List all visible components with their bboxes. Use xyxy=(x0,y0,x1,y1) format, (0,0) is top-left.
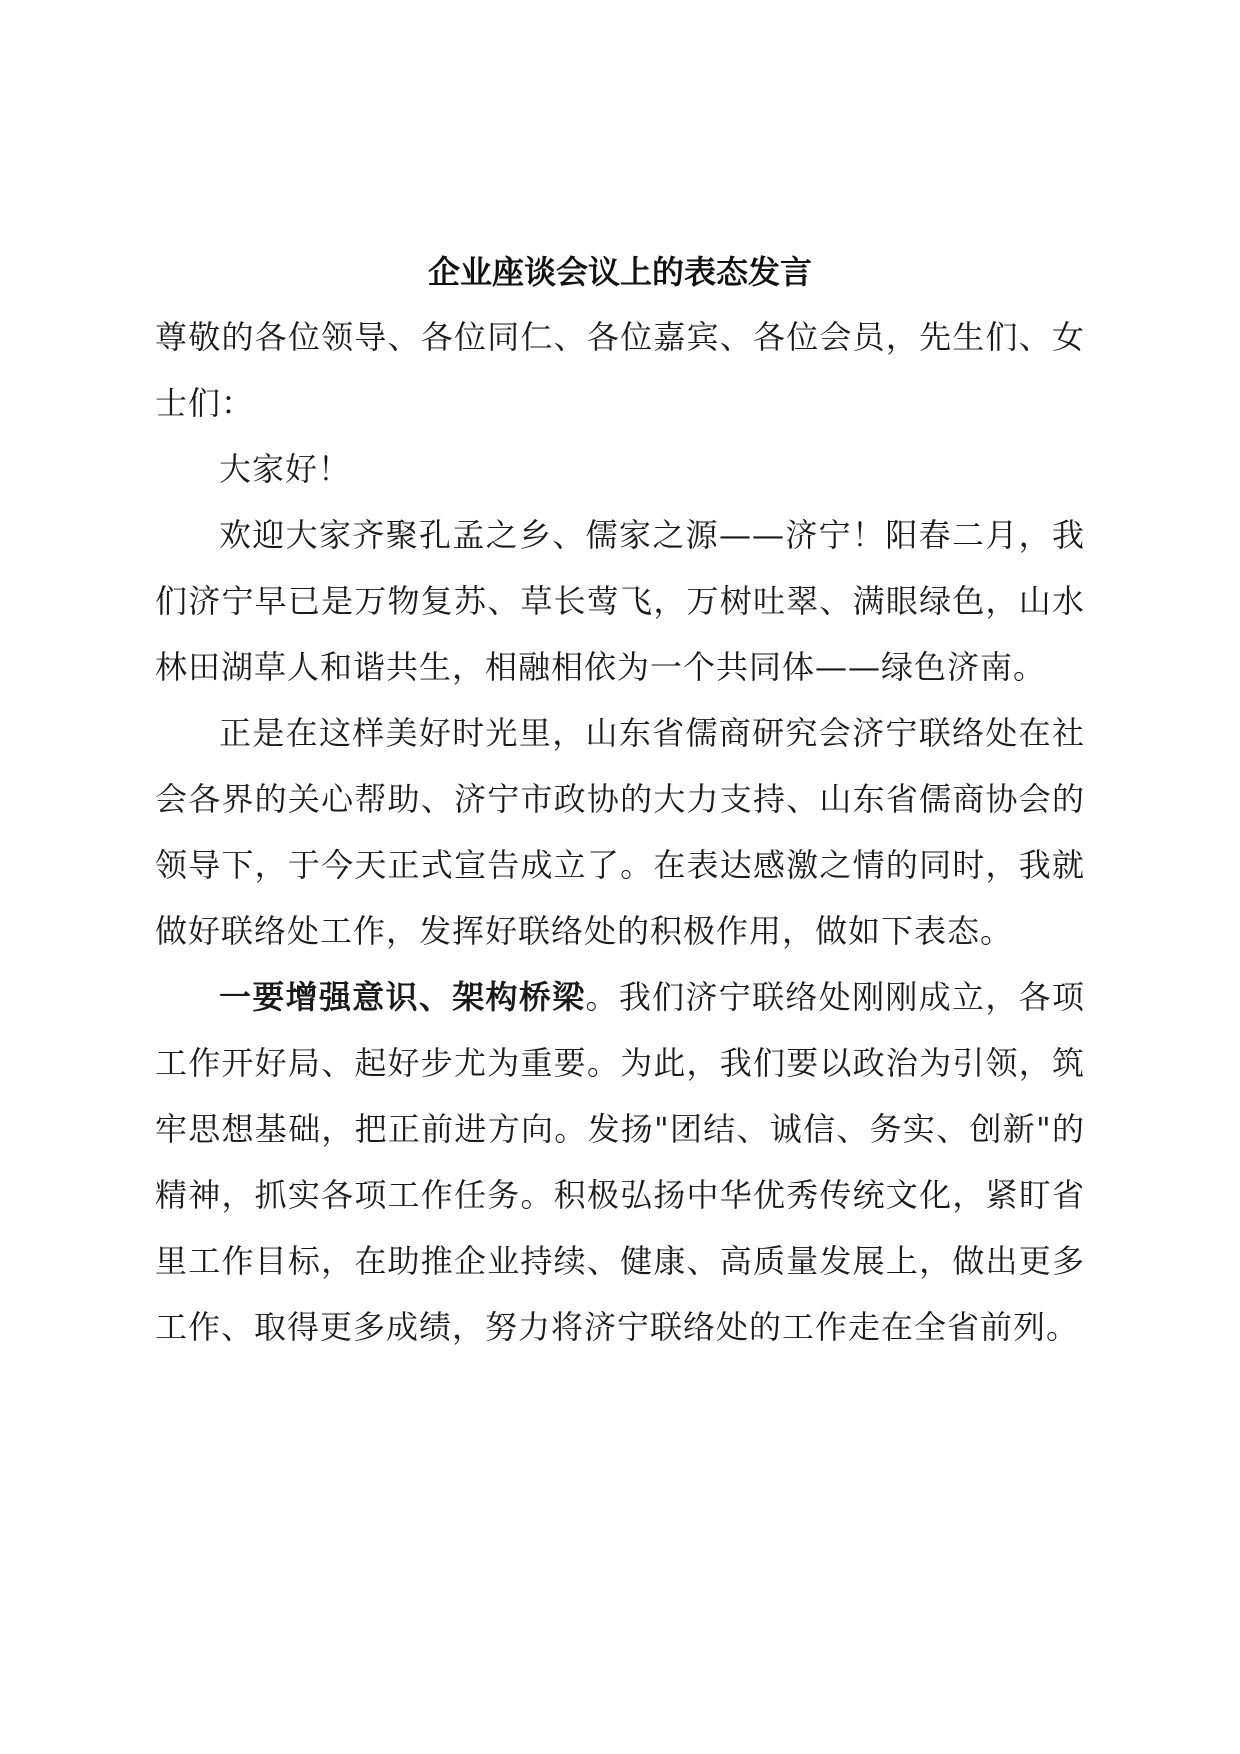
pledge-one-heading: 一要增强意识、架构桥梁 xyxy=(219,978,586,1016)
greeting: 大家好！ xyxy=(219,450,352,488)
paragraph-pledge-one xyxy=(155,964,1085,1360)
document-page xyxy=(155,248,1085,1360)
paragraph-welcome: 欢迎大家齐聚孔孟之乡、儒家之源——济宁！阳春二月，我们济宁早已是万物复苏、草长莺飞，万树吐翠、满眼绿色，山水林田湖草人和谐共生，相融相依为一个共同体——绿色济南。 xyxy=(155,516,1085,686)
paragraph-establishment: 正是在这样美好时光里，山东省儒商研究会济宁联络处在社会各界的关心帮助、济宁市政协的大力支持、山东省儒商协会的领导下，于今天正式宣告成立了。在表达感激之情的同时，我就做好联络处工作，发挥好联络处的积极作用，做如下表态。 xyxy=(155,714,1085,950)
document-title: 企业座谈会议上的表态发言 xyxy=(427,253,812,291)
salutation: 尊敬的各位领导、各位同仁、各位嘉宾、各位会员，先生们、女士们： xyxy=(155,318,1085,422)
pledge-one-body: 。我们济宁联络处刚刚成立，各项工作开好局、起好步尤为重要。为此，我们要以政治为引领，筑牢思想基础，把正前进方向。发扬"团结、诚信、务实、创新"的精神，抓实各项工作任务。积极弘扬中华优秀传统文化，紧盯省里工作目标，在助推企业持续、健康、高质量发展上，做出更多工作、取得更多成绩，努力将济宁联络处的工作走在全省前列。 xyxy=(155,978,1085,1346)
